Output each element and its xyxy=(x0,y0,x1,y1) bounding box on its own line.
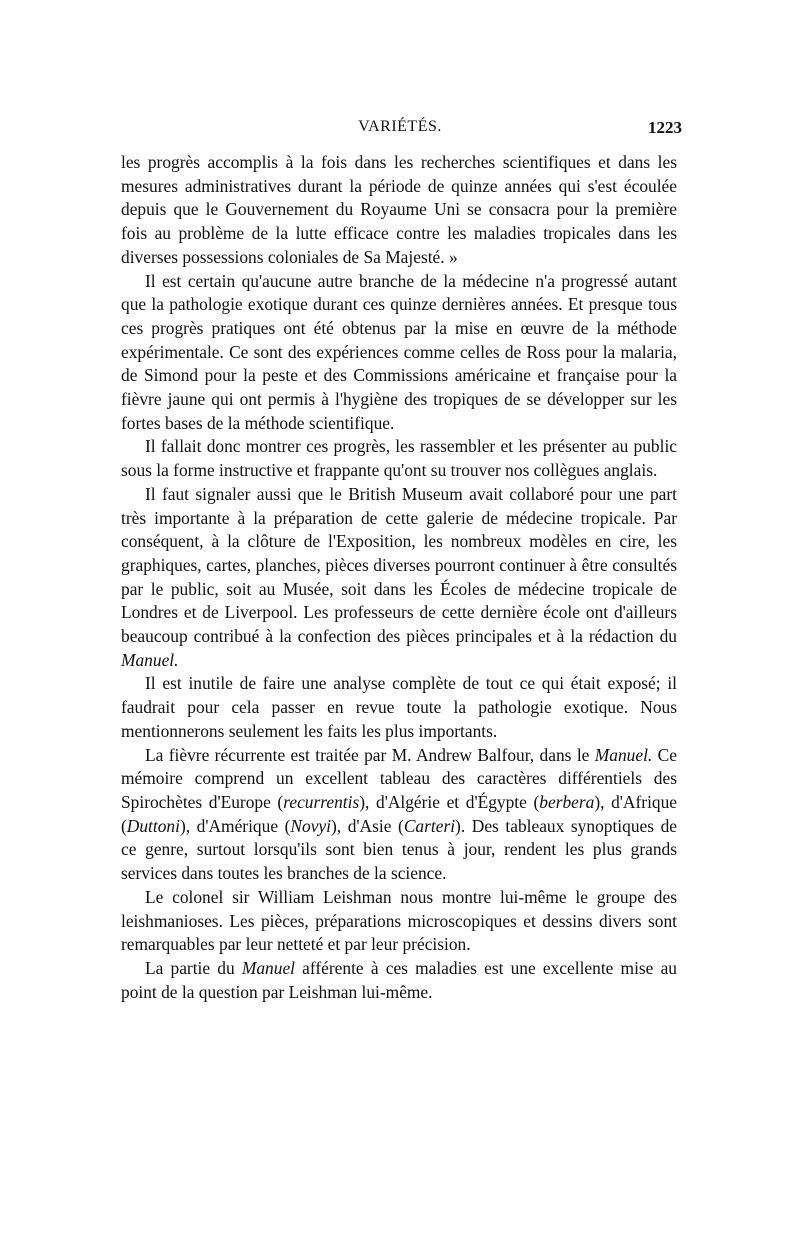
paragraph-7 xyxy=(121,886,677,957)
paragraph-text: Il fallait donc montrer ces progrès, les rassembler et les présenter au public sous la forme instructive et frappante qu'ont su trouver nos collègues anglais. xyxy=(121,436,677,481)
body-text xyxy=(121,151,677,1004)
italic-title: Manuel. xyxy=(594,744,653,765)
paragraph-text: ), d'Afrique ( xyxy=(121,791,678,836)
paragraph-text: La fièvre récurrente est traitée par M. Andrew Balfour, dans le xyxy=(145,744,595,765)
paragraph-1 xyxy=(121,151,677,270)
paragraph-5 xyxy=(121,672,677,743)
italic-title: Manuel. xyxy=(121,649,179,670)
paragraph-text: Ce mémoire comprend un excellent tableau des caractères différentiels des Spirochètes d'Europe ( xyxy=(121,744,677,812)
paragraph-text: les progrès accomplis à la fois dans les recherches scientifiques et dans les mesures administratives durant la période de quinze années qui s'est écoulée depuis que le Gouvernement du Royaume Uni se consacra pour la première fois au problème de la lutte efficace contre les maladies tropicales dans les diverses possessions coloniales de Sa Majesté. » xyxy=(121,152,677,267)
paragraph-text: Il faut signaler aussi que le British Museum avait collaboré pour une part très importante à la préparation de cette galerie de médecine tropicale. Par conséquent, à la clôture de l'Exposition, les nombreux modèles en cire, les graphiques, cartes, planches, pièces diverses pourront continuer à être consultés par le public, soit au Musée, soit dans les Écoles de médecine tropicale de Londres et de Liverpool. Les professeurs de cette dernière école ont d'ailleurs beaucoup contribué à la confection des pièces principales et à la rédaction du xyxy=(121,483,677,647)
paragraph-2 xyxy=(121,270,677,436)
paragraph-text: ), d'Asie ( xyxy=(331,815,404,836)
species-name: Carteri xyxy=(403,815,456,836)
paragraph-text: Le colonel sir William Leishman nous montre lui-même le groupe des leishmanioses. Les pièces, préparations microscopiques et dessins divers sont remarquables par leur netteté et par leur précision. xyxy=(121,886,677,955)
paragraph-text: ), d'Algérie et d'Égypte ( xyxy=(359,791,540,812)
paragraph-text: ), d'Amérique ( xyxy=(179,815,291,836)
species-name: berbera xyxy=(539,791,595,812)
running-title: VARIÉTÉS. xyxy=(358,118,442,135)
paragraph-text: ). Des tableaux synoptiques de ce genre, surtout lorsqu'ils sont bien tenus à jour, rendent les plus grands services dans toutes les branches de la science. xyxy=(121,815,677,884)
species-name: Duttoni xyxy=(126,815,180,836)
paragraph-text: La partie du xyxy=(145,957,242,978)
paragraph-text: Il est certain qu'aucune autre branche de la médecine n'a progressé autant que la pathologie exotique durant ces quinze dernières années. Et presque tous ces progrès pratiques ont été obtenus par la mise en œuvre de la méthode expérimentale. Ce sont des expériences comme celles de Ross pour la malaria, de Simond pour la peste et des Commissions américaine et française pour la fièvre jaune qui ont permis à l'hygiène des tropiques de se développer sur les fortes bases de la méthode scientifique. xyxy=(121,270,677,433)
paragraph-3 xyxy=(121,435,677,482)
paragraph-text: afférente à ces maladies est une excellente mise au point de la question par Leishman lui-même. xyxy=(121,957,677,1002)
species-name: recurrentis xyxy=(283,791,360,812)
paragraph-6 xyxy=(121,744,677,886)
paragraph-text: Il est inutile de faire une analyse complète de tout ce qui était exposé; il faudrait pour cela passer en revue toute la pathologie exotique. Nous mentionnerons seulement les faits les plus importants. xyxy=(121,673,677,741)
page-number: 1223 xyxy=(648,118,682,137)
page-header xyxy=(118,118,682,144)
paragraph-8 xyxy=(121,957,677,1004)
species-name: Novyi xyxy=(290,815,331,836)
paragraph-4 xyxy=(121,483,677,673)
italic-title: Manuel xyxy=(241,957,295,978)
